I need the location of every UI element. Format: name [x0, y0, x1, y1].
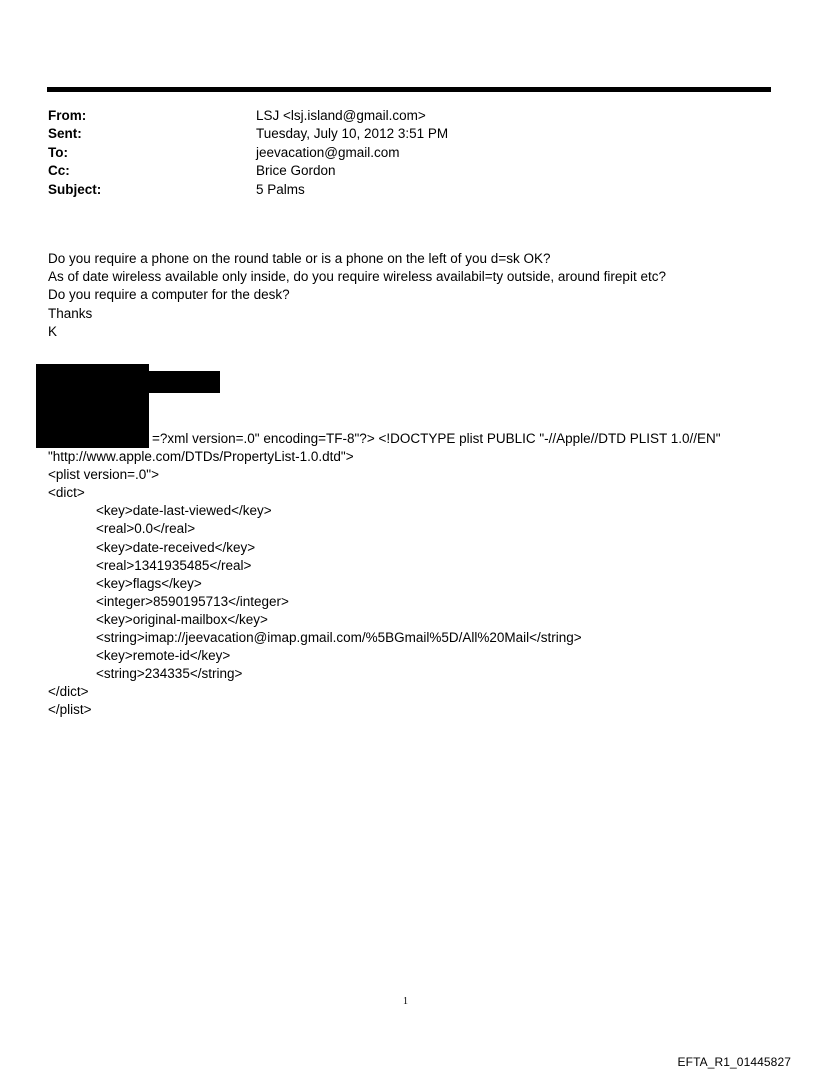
- page-number: 1: [403, 996, 408, 1007]
- header-sent-row: [48, 125, 748, 143]
- subject-label: Subject:: [48, 181, 102, 197]
- header-rule: [47, 87, 771, 92]
- sent-label: Sent:: [48, 126, 82, 142]
- xml-line: <key>flags</key>: [96, 575, 202, 591]
- header-to-row: [48, 144, 748, 162]
- xml-line: <integer>8590195713</integer>: [96, 593, 289, 609]
- from-label: From:: [48, 108, 87, 123]
- email-header: [48, 107, 748, 199]
- cc-label: Cc:: [48, 163, 70, 179]
- body-line: Do you require a computer for the desk?: [48, 287, 290, 303]
- cc-value: Brice Gordon: [256, 163, 336, 179]
- header-cc-row: [48, 162, 748, 180]
- xml-line: </plist>: [48, 702, 92, 718]
- xml-line: <plist version=.0">: [48, 467, 159, 483]
- xml-line: "http://www.apple.com/DTDs/PropertyList-1.0.dtd">: [48, 449, 354, 465]
- xml-line: <string>234335</string>: [96, 666, 243, 682]
- to-label: To:: [48, 144, 68, 160]
- subject-value: 5 Palms: [256, 181, 305, 197]
- xml-line: <key>date-last-viewed</key>: [96, 503, 272, 519]
- body-line: As of date wireless available only inside, do you require wireless availabil=ty outside, around firepit etc?: [48, 269, 666, 285]
- xml-line: <key>original-mailbox</key>: [96, 611, 268, 627]
- body-line: Do you require a phone on the round table or is a phone on the left of you d=sk OK?: [48, 251, 551, 266]
- xml-line: <real>0.0</real>: [96, 521, 196, 537]
- xml-line: <key>date-received</key>: [96, 539, 256, 555]
- xml-plist-block: [48, 430, 788, 720]
- bates-number: EFTA_R1_01445827: [677, 1055, 791, 1069]
- from-value: LSJ <lsj.island@gmail.com>: [256, 108, 426, 123]
- xml-line: <real>1341935485</real>: [96, 557, 252, 573]
- header-from-row: [48, 107, 748, 125]
- email-body: [48, 250, 788, 341]
- xml-line: <string>imap://jeevacation@imap.gmail.com/%5BGmail%5D/All%20Mail</string>: [96, 630, 582, 646]
- body-line: Thanks: [48, 305, 93, 321]
- xml-declaration-line: =?xml version=.0" encoding=TF-8"?> <!DOCTYPE plist PUBLIC "-//Apple//DTD PLIST 1.0//EN": [152, 431, 721, 446]
- redaction-block: [149, 371, 220, 393]
- xml-line: </dict>: [48, 684, 89, 700]
- xml-line: <key>remote-id</key>: [96, 648, 231, 664]
- body-line: K: [48, 323, 58, 339]
- to-value: jeevacation@gmail.com: [256, 144, 400, 160]
- xml-line: <dict>: [48, 485, 85, 501]
- header-subject-row: [48, 181, 748, 199]
- sent-value: Tuesday, July 10, 2012 3:51 PM: [256, 126, 449, 142]
